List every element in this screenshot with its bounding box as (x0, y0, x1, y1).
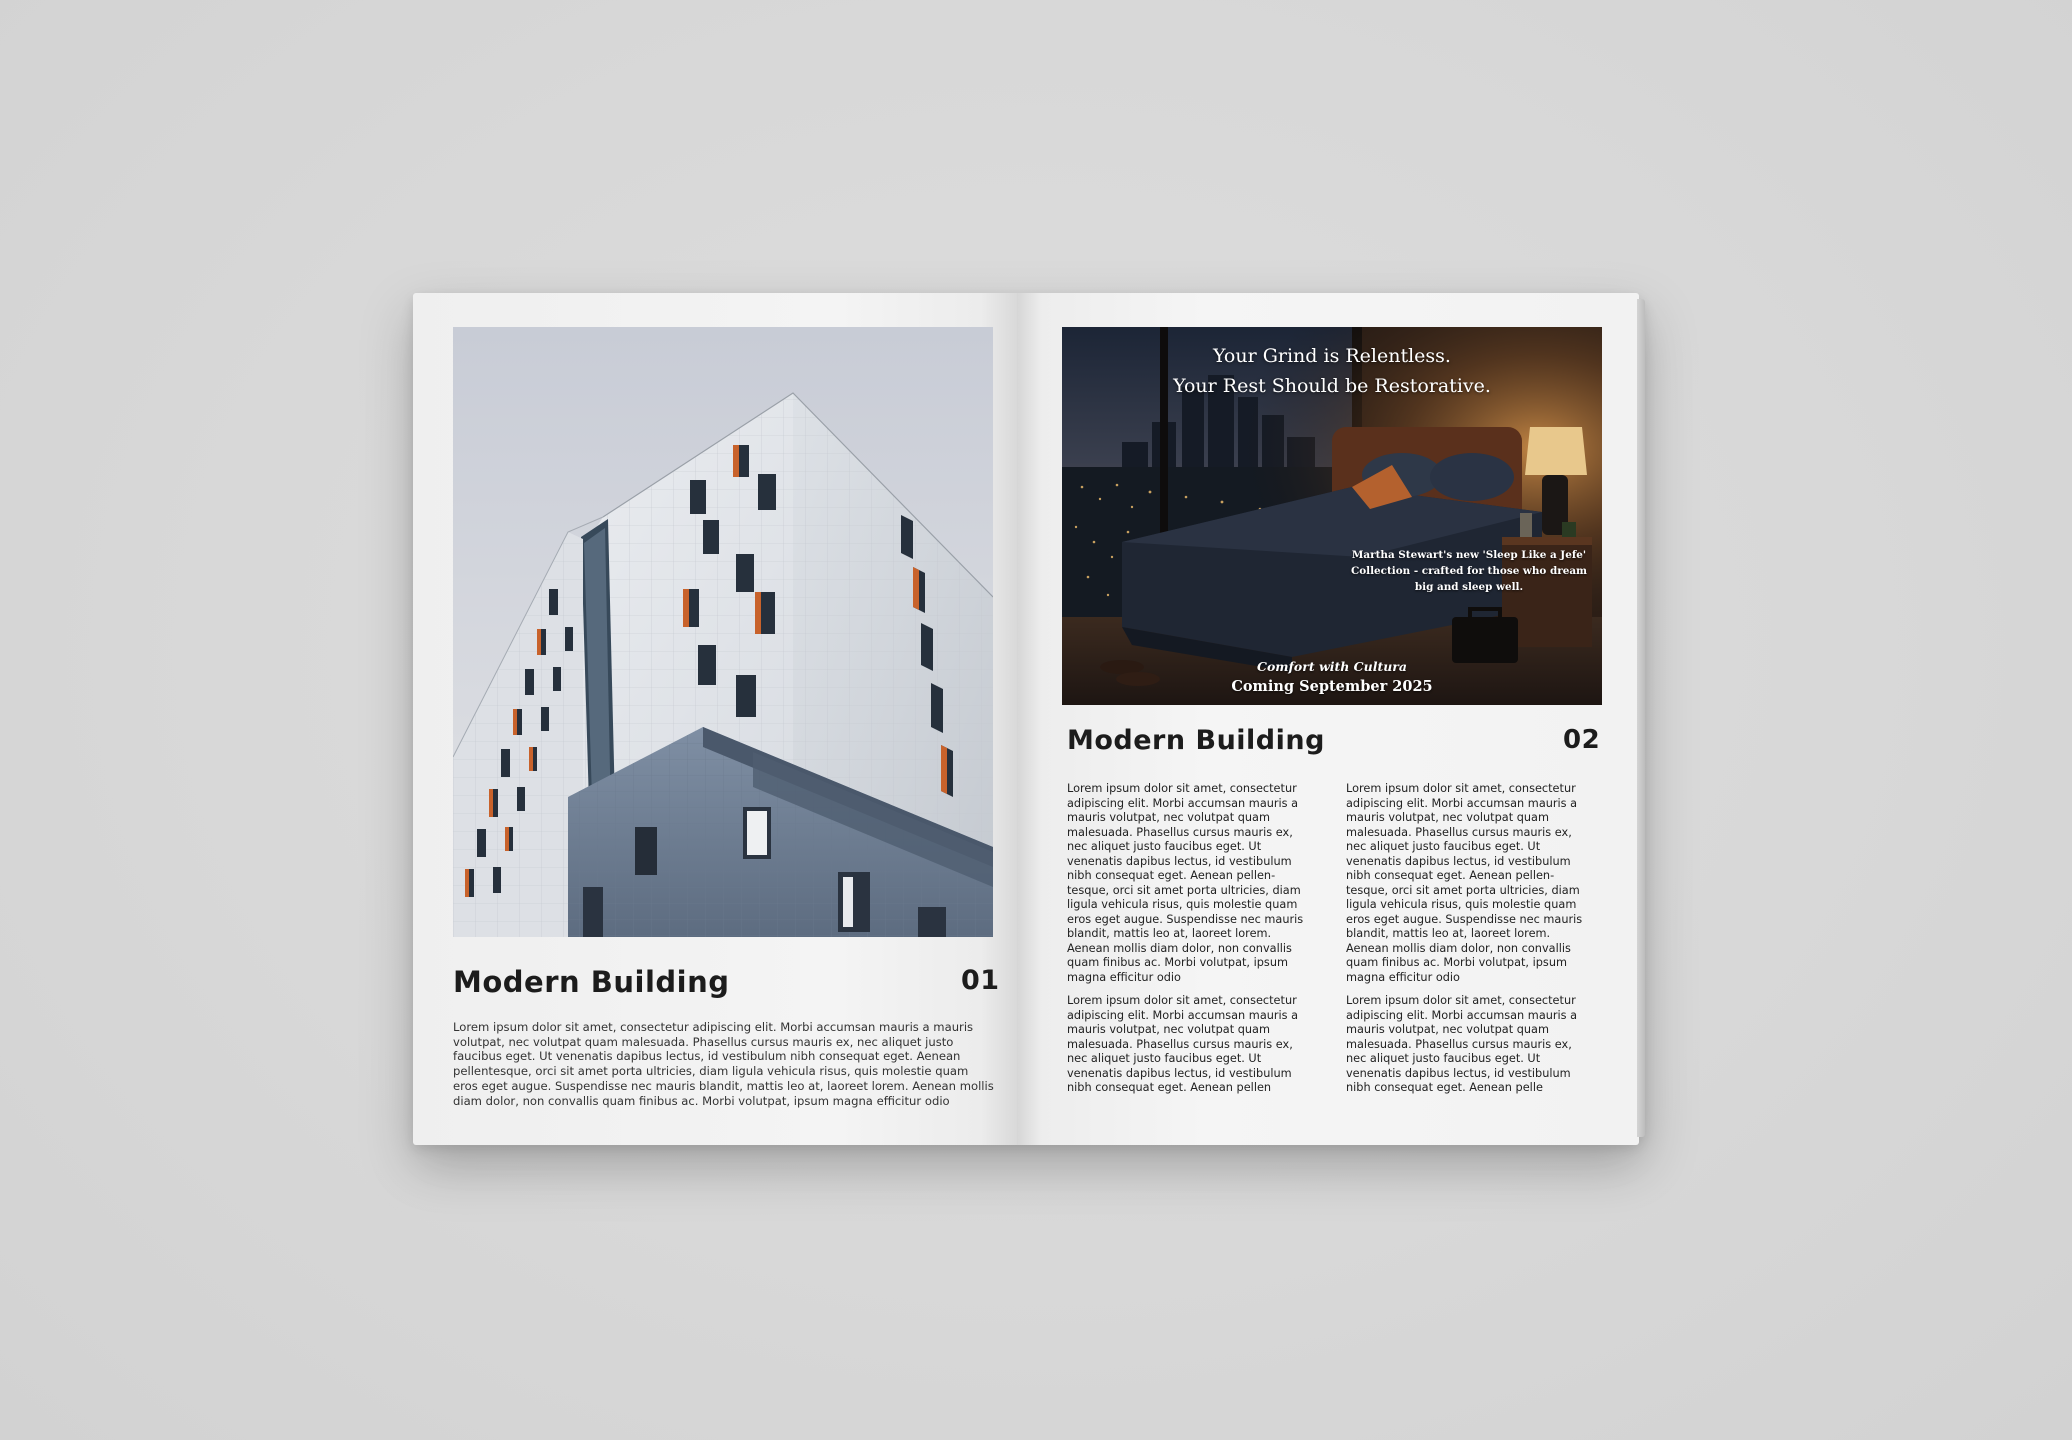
page-number: 01 (961, 965, 1000, 996)
magazine-spread (413, 293, 1639, 1145)
ad-headline-line2: Your Rest Should be Restorative. (1173, 375, 1491, 397)
body-paragraph: Lorem ipsum dolor sit amet, consectetur adipiscing elit. Morbi accumsan mauris a mauris volutpat, nec volutpat quam malesuada. Phasellus cursus mauris ex, nec aliquet justo faucibus eget. Ut venenatis dapibus lectus, id vestibulum nibh consequat eget. Aenean pellentesque, orci sit amet porta ultricies, diam ligula vehicula risus, quis molestie quam eros eget augue. Suspendisse nec mauris blandit, mattis leo at, laoreet lorem. Aenean mollis diam dolor, non convallis quam finibus ac. Morbi volutpat, ipsum magna efficitur odio (453, 1020, 994, 1108)
page-title: Modern Building (1067, 725, 1325, 756)
ad-launch-date: Coming September 2025 (1231, 678, 1433, 695)
ad-headline (1062, 341, 1602, 401)
ad-headline-line1: Your Grind is Relentless. (1213, 345, 1451, 367)
bedroom-ad-photo (1062, 327, 1602, 705)
ad-blurb: Martha Stewart's new 'Sleep Like a Jefe' Collection - crafted for those who dream big and sleep well. (1350, 549, 1588, 593)
text-column-2 (1346, 782, 1590, 1105)
column-paragraph: Lorem ipsum dolor sit amet, consectetur adipiscing elit. Morbi accumsan mauris a mauris volutpat, nec volutpat quam malesuada. Phasellus cursus mauris ex, nec aliquet justo faucibus eget. Ut venenatis dapibus lectus, id vestibulum nibh consequat eget. Aenean pellen (1067, 994, 1299, 1094)
ad-tagline: Comfort with Cultura (1257, 659, 1407, 674)
text-column-1 (1067, 782, 1311, 1105)
page-number: 02 (1563, 725, 1601, 755)
left-page (413, 293, 1017, 1145)
column-paragraph: Lorem ipsum dolor sit amet, consectetur adipiscing elit. Morbi accumsan mauris a mauris volutpat, nec volutpat quam malesuada. Phasellus cursus mauris ex, nec aliquet justo faucibus eget. Ut venenatis dapibus lectus, id vestibulum nibh consequat eget. Aenean pellen-tesque, orci sit amet porta ultricies, diam ligula vehicula risus, quis molestie quam eros eget augue. Suspendisse nec mauris blandit, mattis leo at, laoreet lorem. Aenean mollis diam dolor, non convallis quam finibus ac. Morbi volutpat, ipsum magna efficitur odio (1346, 782, 1583, 984)
right-page (1017, 293, 1639, 1145)
column-paragraph: Lorem ipsum dolor sit amet, consectetur adipiscing elit. Morbi accumsan mauris a mauris volutpat, nec volutpat quam malesuada. Phasellus cursus mauris ex, nec aliquet justo faucibus eget. Ut venenatis dapibus lectus, id vestibulum nibh consequat eget. Aenean pellen-tesque, orci sit amet porta ultricies, diam ligula vehicula risus, quis molestie quam eros eget augue. Suspendisse nec mauris blandit, mattis leo at, laoreet lorem. Aenean mollis diam dolor, non convallis quam finibus ac. Morbi volutpat, ipsum magna efficitur odio (1067, 782, 1304, 984)
page-title: Modern Building (453, 965, 730, 999)
building-photo (453, 327, 993, 937)
column-paragraph: Lorem ipsum dolor sit amet, consectetur adipiscing elit. Morbi accumsan mauris a mauris volutpat, nec volutpat quam malesuada. Phasellus cursus mauris ex, nec aliquet justo faucibus eget. Ut venenatis dapibus lectus, id vestibulum nibh consequat eget. Aenean pelle (1346, 994, 1578, 1094)
